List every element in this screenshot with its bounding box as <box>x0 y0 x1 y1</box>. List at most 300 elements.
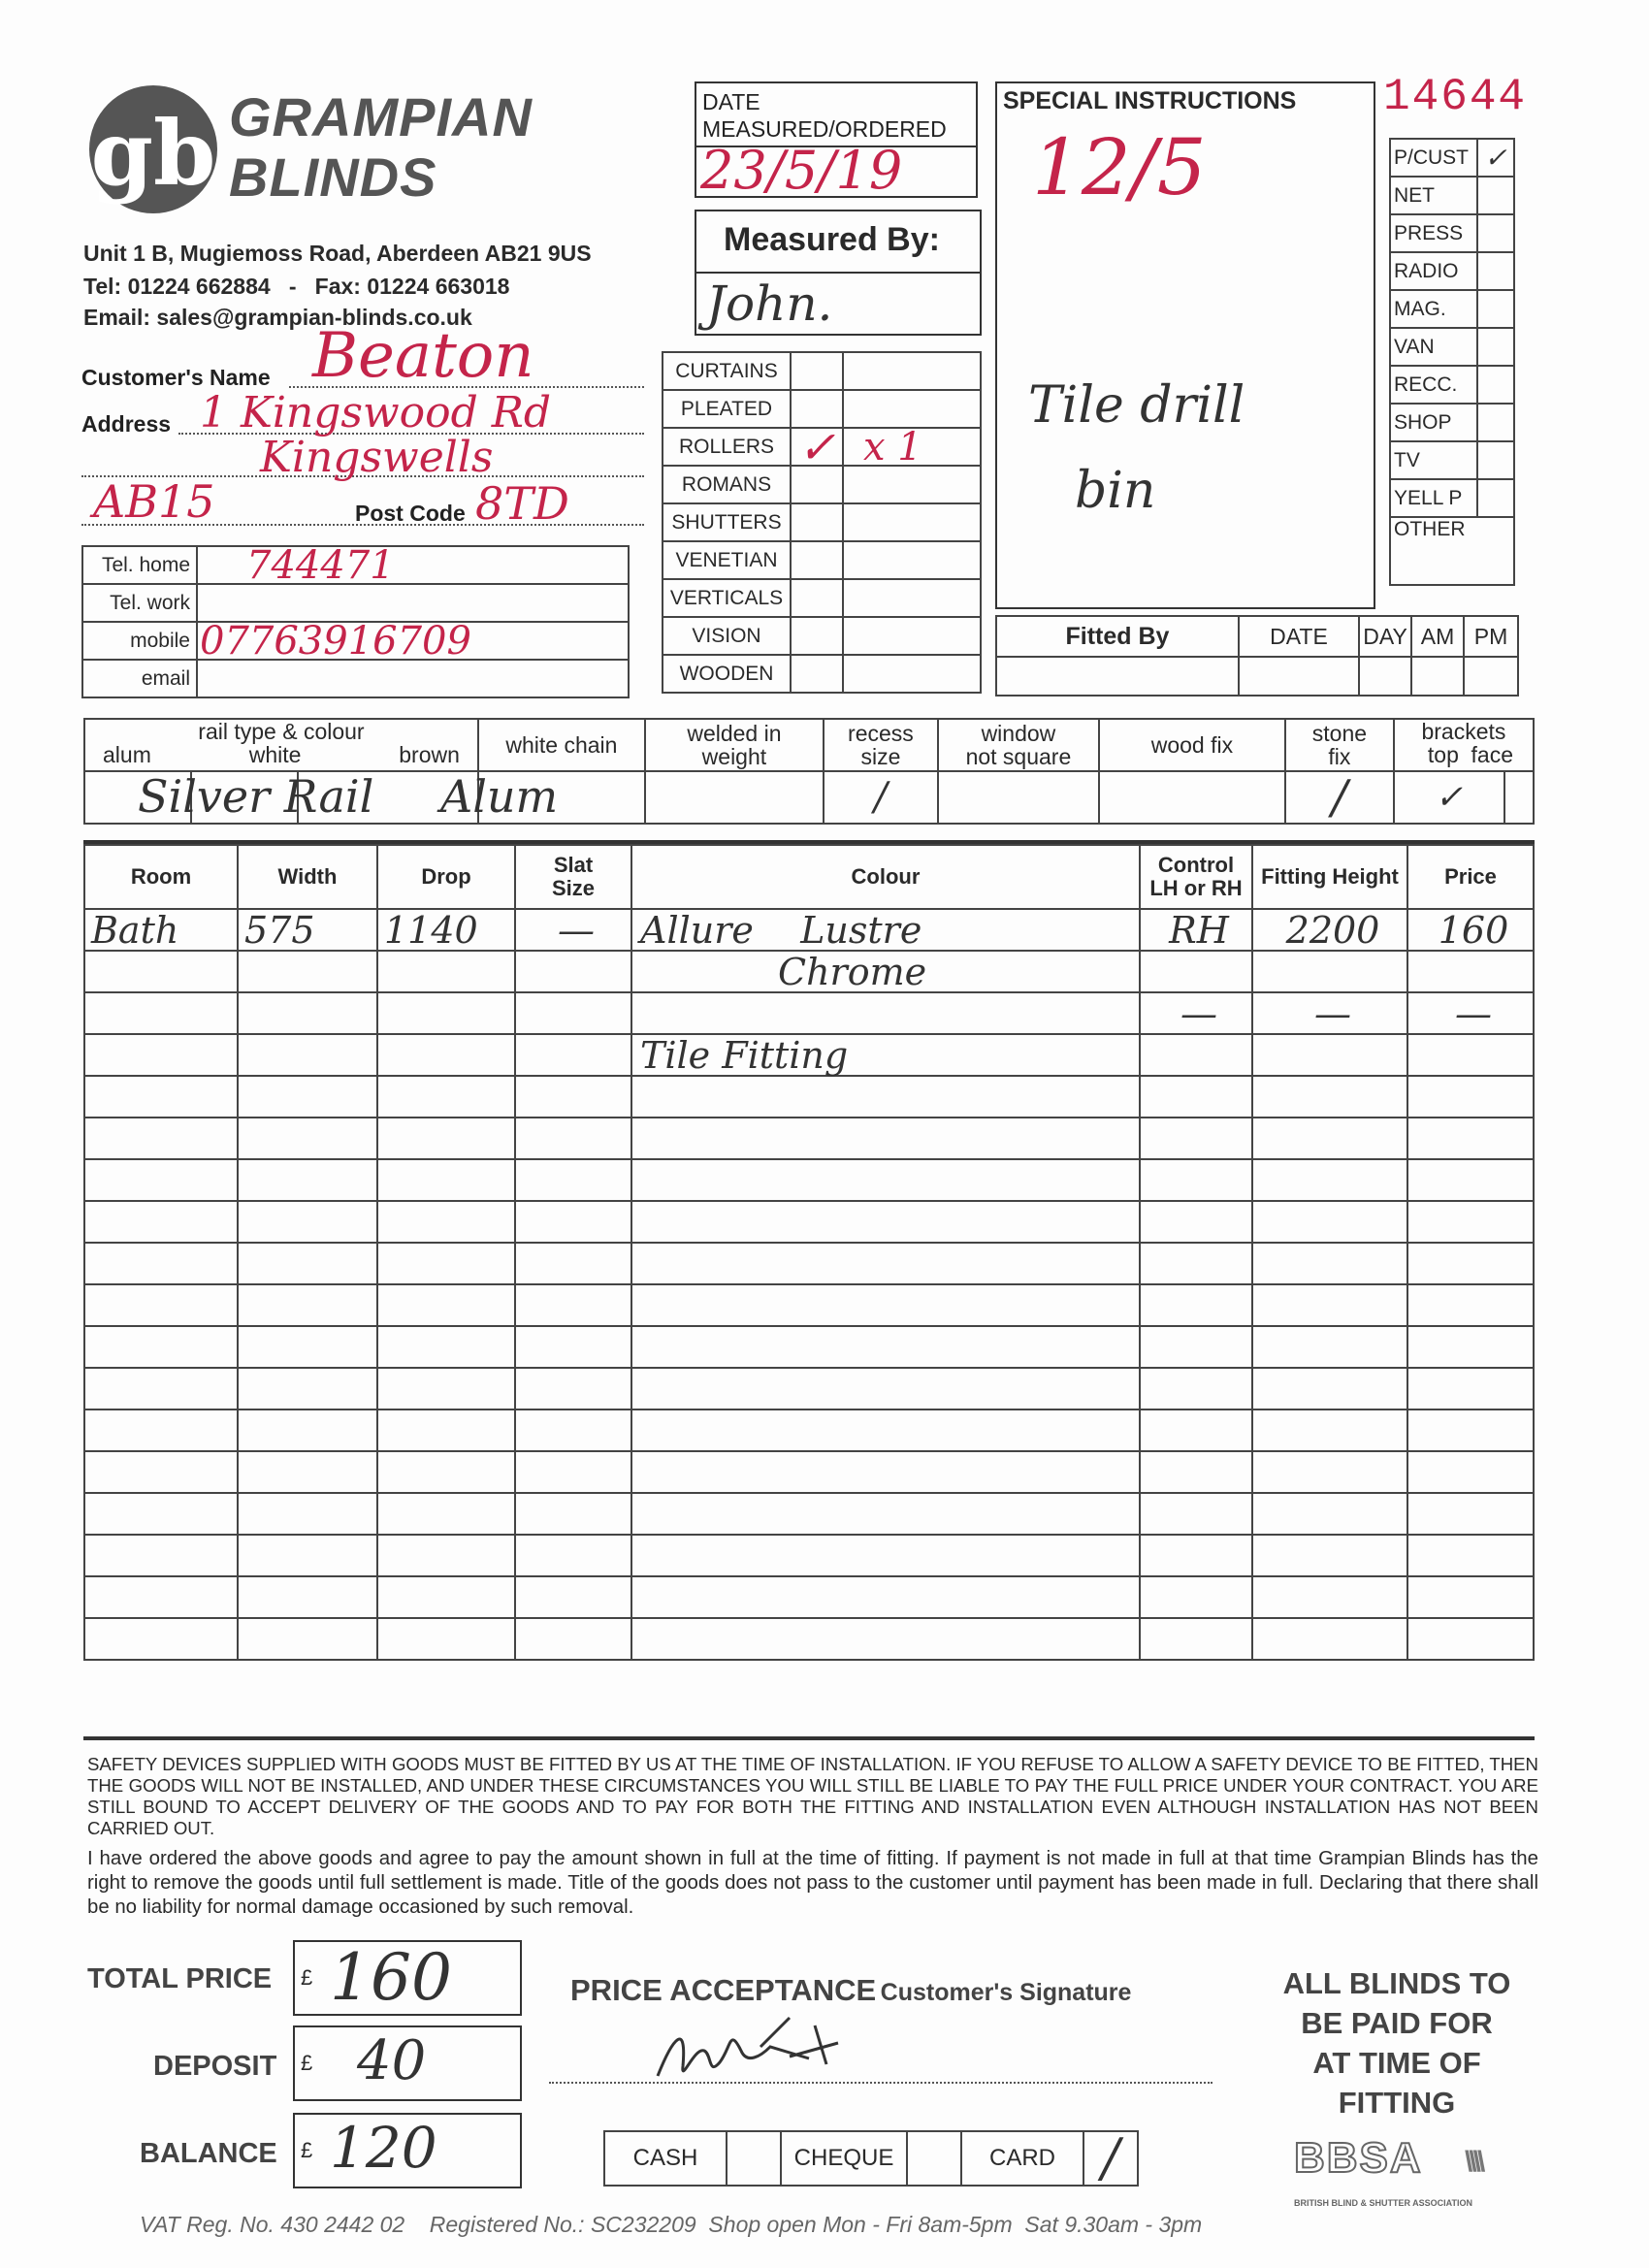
cell-price[interactable] <box>1407 1034 1534 1076</box>
cell-control[interactable] <box>1140 1451 1252 1493</box>
cell-price[interactable] <box>1407 1201 1534 1243</box>
cell-drop[interactable] <box>377 1076 515 1118</box>
cell-slat[interactable] <box>515 1243 631 1284</box>
source-mark[interactable] <box>1477 479 1514 517</box>
col-header-drop: Drop <box>377 845 515 909</box>
product-label: VERTICALS <box>663 579 791 617</box>
address-value-1[interactable]: 1 Kingswood Rd <box>200 388 552 437</box>
cell-width[interactable] <box>238 1034 377 1076</box>
product-label: VISION <box>663 617 791 655</box>
cell-height[interactable] <box>1252 1576 1407 1618</box>
cell-colour[interactable] <box>631 1326 1140 1368</box>
cell-drop[interactable] <box>377 1451 515 1493</box>
cell-height[interactable] <box>1252 1326 1407 1368</box>
source-label: P/CUST <box>1390 139 1477 177</box>
table-row <box>84 992 1534 1034</box>
order-table <box>83 844 1535 1661</box>
product-check[interactable] <box>791 503 843 541</box>
table-row <box>84 1326 1534 1368</box>
cell-width[interactable] <box>238 951 377 992</box>
product-qty[interactable]: x 1 <box>843 428 981 466</box>
product-label: VENETIAN <box>663 541 791 579</box>
fitted-date-value[interactable] <box>1239 657 1359 696</box>
cell-price[interactable] <box>1407 1535 1534 1576</box>
cell-width[interactable] <box>238 1368 377 1409</box>
source-mark[interactable] <box>1477 290 1514 328</box>
cell-height[interactable] <box>1252 1118 1407 1159</box>
cell-slat[interactable] <box>515 1535 631 1576</box>
cell-room[interactable] <box>84 1618 238 1660</box>
cell-slat[interactable] <box>515 1409 631 1451</box>
cell-colour[interactable]: Chrome <box>631 951 1140 992</box>
product-check[interactable]: ✓ <box>791 428 843 466</box>
cell-width[interactable] <box>238 1284 377 1326</box>
company-logo <box>83 80 533 215</box>
customer-name-value[interactable]: Beaton <box>312 320 534 392</box>
white-chain-header: white chain <box>478 719 645 771</box>
product-qty[interactable] <box>843 503 981 541</box>
cell-slat[interactable] <box>515 1118 631 1159</box>
cell-drop[interactable] <box>377 1159 515 1201</box>
cell-colour[interactable] <box>631 992 1140 1034</box>
cell-colour[interactable]: Tile Fitting <box>631 1034 1140 1076</box>
bbsa-logo-bars-icon: \\\\ <box>1465 2146 1482 2178</box>
cell-control[interactable] <box>1140 1576 1252 1618</box>
table-row <box>84 1576 1534 1618</box>
cell-price[interactable]: 160 <box>1407 909 1534 951</box>
cell-control[interactable] <box>1140 1368 1252 1409</box>
cell-control[interactable] <box>1140 1243 1252 1284</box>
cell-drop[interactable] <box>377 1034 515 1076</box>
special-instructions-label: SPECIAL INSTRUCTIONS <box>1003 87 1297 114</box>
cell-width[interactable] <box>238 1493 377 1535</box>
cell-slat[interactable] <box>515 1201 631 1243</box>
cell-colour[interactable] <box>631 1243 1140 1284</box>
table-row <box>84 1368 1534 1409</box>
order-table-bottom-rule <box>83 1736 1535 1740</box>
cell-drop[interactable] <box>377 1326 515 1368</box>
cell-price[interactable] <box>1407 1118 1534 1159</box>
fitted-am-value[interactable] <box>1411 657 1464 696</box>
cell-slat[interactable] <box>515 1451 631 1493</box>
cell-control[interactable]: — <box>1140 992 1252 1034</box>
cell-height[interactable] <box>1252 1409 1407 1451</box>
cell-width[interactable] <box>238 1326 377 1368</box>
source-label: RADIO <box>1390 252 1477 290</box>
cell-price[interactable] <box>1407 1284 1534 1326</box>
special-note-2[interactable]: bin <box>1075 462 1156 520</box>
safety-terms: SAFETY DEVICES SUPPLIED WITH GOODS MUST BE FITTED BY US AT THE TIME OF INSTALLATION. IF YOU REFUSE TO ALLOW A SAFETY DEVICE TO BE FITTED, THEN THE GOODS WILL NOT BE INSTALLED, AND UNDER THESE CIRCUMSTANCES YOU WILL STILL BE LIABLE TO PAY THE FULL PRICE UNDER YOUR CONTRACT. YOU ARE STILL BOUND TO ACCEPT DELIVERY OF THE GOODS AND TO PAY FOR BOTH THE FITTING AND INSTALLATION EVEN ALTHOUGH INSTALLATION HAS NOT BEEN CARRIED OUT. <box>87 1754 1538 1838</box>
product-table <box>662 351 982 694</box>
product-check[interactable] <box>791 541 843 579</box>
cell-height[interactable] <box>1252 1618 1407 1660</box>
col-header-control: Control LH or RH <box>1140 845 1252 909</box>
table-row <box>84 1451 1534 1493</box>
cell-colour[interactable] <box>631 1451 1140 1493</box>
cell-height[interactable] <box>1252 1368 1407 1409</box>
rail-type-header: rail type & colour alum white brown <box>84 719 478 771</box>
cell-room[interactable]: Bath <box>84 909 238 951</box>
cell-price[interactable] <box>1407 951 1534 992</box>
col-header-price: Price <box>1407 845 1534 909</box>
company-address: Unit 1 B, Mugiemoss Road, Aberdeen AB21 9US <box>83 241 592 266</box>
total-price-value[interactable]: 160 <box>330 1940 452 2015</box>
date-measured-box <box>695 81 978 201</box>
cell-slat[interactable] <box>515 1326 631 1368</box>
product-qty[interactable] <box>843 541 981 579</box>
stone-fix-value[interactable]: / <box>1285 771 1394 824</box>
recess-value[interactable]: / <box>824 771 938 824</box>
source-label: TV <box>1390 441 1477 479</box>
cell-slat[interactable] <box>515 1284 631 1326</box>
phone-table <box>81 542 630 698</box>
cell-width[interactable] <box>238 1076 377 1118</box>
product-label: CURTAINS <box>663 352 791 390</box>
phone-value-work[interactable] <box>197 584 629 622</box>
cell-height[interactable] <box>1252 1201 1407 1243</box>
payment-notice: ALL BLINDS TO BE PAID FOR AT TIME OF FITTING <box>1282 1966 1511 2120</box>
phone-value-mobile[interactable]: 07763916709 <box>197 622 629 660</box>
measured-by-value[interactable]: John. <box>706 275 833 332</box>
col-header-room: Room <box>84 845 238 909</box>
payment-method-table <box>603 2127 1139 2188</box>
rail-brown-label: brown <box>399 742 460 767</box>
product-qty[interactable] <box>843 655 981 693</box>
cell-drop[interactable] <box>377 1535 515 1576</box>
svg-text:gb: gb <box>90 101 216 206</box>
cell-price[interactable] <box>1407 1243 1534 1284</box>
payment-card-check[interactable]: / <box>1083 2131 1138 2186</box>
cell-width[interactable] <box>238 1451 377 1493</box>
cell-slat[interactable] <box>515 951 631 992</box>
cell-room[interactable] <box>84 992 238 1034</box>
cell-width[interactable] <box>238 1118 377 1159</box>
window-value[interactable] <box>938 771 1099 824</box>
cell-price[interactable] <box>1407 1618 1534 1660</box>
cell-colour[interactable] <box>631 1409 1140 1451</box>
cell-slat[interactable] <box>515 1618 631 1660</box>
cell-drop[interactable] <box>377 992 515 1034</box>
table-row <box>84 1284 1534 1326</box>
cell-width[interactable] <box>238 1201 377 1243</box>
cell-control[interactable] <box>1140 951 1252 992</box>
deposit-label: DEPOSIT <box>153 2051 277 2082</box>
cell-room[interactable] <box>84 1243 238 1284</box>
cell-room[interactable] <box>84 1284 238 1326</box>
brackets-face-value[interactable] <box>1504 771 1534 824</box>
phone-label-email: email <box>82 660 197 697</box>
cell-room[interactable] <box>84 1118 238 1159</box>
product-qty[interactable] <box>843 390 981 428</box>
payment-card-label: CARD <box>961 2131 1083 2186</box>
cell-price[interactable] <box>1407 1076 1534 1118</box>
welded-value[interactable] <box>645 771 824 824</box>
table-row <box>84 1159 1534 1201</box>
fitted-am-label: AM <box>1411 616 1464 657</box>
cell-colour[interactable] <box>631 1576 1140 1618</box>
fitted-pm-label: PM <box>1464 616 1518 657</box>
cell-slat[interactable] <box>515 1034 631 1076</box>
total-price-label: TOTAL PRICE <box>87 1963 273 1994</box>
cell-control[interactable] <box>1140 1076 1252 1118</box>
cell-height[interactable] <box>1252 1493 1407 1535</box>
cell-drop[interactable]: 1140 <box>377 909 515 951</box>
cell-control[interactable] <box>1140 1535 1252 1576</box>
cell-colour[interactable] <box>631 1368 1140 1409</box>
source-mark[interactable] <box>1477 177 1514 214</box>
cell-control[interactable] <box>1140 1034 1252 1076</box>
payment-cheque-check[interactable] <box>907 2131 961 2186</box>
fitted-day-value[interactable] <box>1359 657 1411 696</box>
rail-alum-handwritten[interactable]: Alum <box>440 770 559 823</box>
cell-height[interactable] <box>1252 951 1407 992</box>
product-check[interactable] <box>791 352 843 390</box>
product-qty[interactable] <box>843 617 981 655</box>
cell-price[interactable] <box>1407 1409 1534 1451</box>
date-value[interactable]: 23/5/19 <box>700 140 903 201</box>
cell-drop[interactable] <box>377 1201 515 1243</box>
source-mark[interactable] <box>1477 441 1514 479</box>
cell-control[interactable] <box>1140 1409 1252 1451</box>
deposit-box[interactable]: £ 40 <box>293 2025 522 2101</box>
cell-colour[interactable] <box>631 1618 1140 1660</box>
cell-control[interactable] <box>1140 1493 1252 1535</box>
cell-colour[interactable] <box>631 1535 1140 1576</box>
cell-drop[interactable] <box>377 1368 515 1409</box>
cell-drop[interactable] <box>377 1284 515 1326</box>
rail-alum-label: alum <box>103 742 151 767</box>
cell-width[interactable] <box>238 1618 377 1660</box>
cell-control[interactable] <box>1140 1201 1252 1243</box>
cell-room[interactable] <box>84 1326 238 1368</box>
cell-colour[interactable]: Allure Lustre <box>631 909 1140 951</box>
col-header-slat: Slat Size <box>515 845 631 909</box>
col-header-colour: Colour <box>631 845 1140 909</box>
rail-white-label: white <box>248 742 302 767</box>
deposit-value[interactable]: 40 <box>357 2029 427 2092</box>
special-instructions-box <box>995 81 1375 609</box>
phone-label-mobile: mobile <box>82 622 197 660</box>
cell-height[interactable] <box>1252 1034 1407 1076</box>
fitted-by-value[interactable] <box>996 657 1239 696</box>
brackets-top-label: top <box>1427 742 1459 767</box>
measured-by-box <box>695 210 982 336</box>
source-label: YELL P <box>1390 479 1477 517</box>
cell-colour[interactable] <box>631 1118 1140 1159</box>
cell-height[interactable] <box>1252 1159 1407 1201</box>
table-row <box>84 1409 1534 1451</box>
cell-room[interactable] <box>84 951 238 992</box>
measured-by-divider <box>696 272 980 274</box>
cell-room[interactable] <box>84 1368 238 1409</box>
special-date[interactable]: 12/5 <box>1032 122 1207 212</box>
product-qty[interactable] <box>843 466 981 503</box>
postcode-value[interactable]: 8TD <box>475 477 569 530</box>
customer-name-label: Customer's Name <box>81 365 271 390</box>
cell-price[interactable] <box>1407 1451 1534 1493</box>
source-mark[interactable] <box>1477 366 1514 404</box>
cell-room[interactable] <box>84 1576 238 1618</box>
source-label: NET <box>1390 177 1477 214</box>
cell-colour[interactable] <box>631 1284 1140 1326</box>
cell-slat[interactable] <box>515 1576 631 1618</box>
cell-colour[interactable] <box>631 1493 1140 1535</box>
cell-room[interactable] <box>84 1076 238 1118</box>
payment-cash-check[interactable] <box>727 2131 781 2186</box>
address-label: Address <box>81 411 172 437</box>
signature-line[interactable] <box>549 2082 1212 2084</box>
brackets-face-label: face <box>1471 742 1513 767</box>
cell-control[interactable] <box>1140 1159 1252 1201</box>
form-number: 14644 <box>1383 72 1528 122</box>
cell-drop[interactable] <box>377 1409 515 1451</box>
phone-value-home[interactable]: 744471 <box>197 546 629 584</box>
balance-label: BALANCE <box>140 2138 277 2169</box>
window-header: window not square <box>938 719 1099 771</box>
cell-colour[interactable] <box>631 1076 1140 1118</box>
footer-info: VAT Reg. No. 430 2442 02 Registered No.: SC232209 Shop open Mon - Fri 8am-5pm Sat 9.30am - 3pm <box>140 2212 1203 2237</box>
source-mark[interactable] <box>1477 214 1514 252</box>
source-mark[interactable]: ✓ <box>1477 139 1514 177</box>
col-header-fitting-height: Fitting Height <box>1252 845 1407 909</box>
cell-control[interactable] <box>1140 1284 1252 1326</box>
cell-width[interactable] <box>238 992 377 1034</box>
table-row <box>84 1201 1534 1243</box>
date-label-2: MEASURED/ORDERED <box>702 116 947 142</box>
cell-colour[interactable] <box>631 1159 1140 1201</box>
cell-width[interactable] <box>238 1409 377 1451</box>
cell-height[interactable] <box>1252 1535 1407 1576</box>
fitted-by-label: Fitted By <box>996 616 1239 657</box>
balance-value[interactable]: 120 <box>330 2115 437 2181</box>
cell-width[interactable]: 575 <box>238 909 377 951</box>
product-qty[interactable] <box>843 579 981 617</box>
product-label: SHUTTERS <box>663 503 791 541</box>
source-label: RECC. <box>1390 366 1477 404</box>
source-mark[interactable] <box>1477 404 1514 441</box>
recess-header: recess size <box>824 719 938 771</box>
cell-room[interactable] <box>84 1201 238 1243</box>
fitted-day-label: DAY <box>1359 616 1411 657</box>
cell-width[interactable] <box>238 1576 377 1618</box>
cell-slat[interactable] <box>515 992 631 1034</box>
cell-room[interactable] <box>84 1159 238 1201</box>
bbsa-logo: BBSA <box>1294 2134 1423 2182</box>
cell-colour[interactable] <box>631 1201 1140 1243</box>
fitted-date-label: DATE <box>1239 616 1359 657</box>
cell-control[interactable] <box>1140 1118 1252 1159</box>
cell-slat[interactable]: — <box>515 909 631 951</box>
fitted-pm-value[interactable] <box>1464 657 1518 696</box>
phone-value-email[interactable] <box>197 660 629 697</box>
cell-width[interactable] <box>238 1535 377 1576</box>
cell-height[interactable] <box>1252 1451 1407 1493</box>
table-row <box>84 1243 1534 1284</box>
cell-slat[interactable] <box>515 1368 631 1409</box>
wood-fix-value[interactable] <box>1099 771 1285 824</box>
cell-drop[interactable] <box>377 1243 515 1284</box>
cell-room[interactable] <box>84 1535 238 1576</box>
company-phone: Tel: 01224 662884 - Fax: 01224 663018 <box>83 274 510 299</box>
cell-price[interactable] <box>1407 1326 1534 1368</box>
welded-header: welded in weight <box>645 719 824 771</box>
cell-width[interactable] <box>238 1243 377 1284</box>
cell-price[interactable] <box>1407 1576 1534 1618</box>
cell-drop[interactable] <box>377 1576 515 1618</box>
logo-text-blinds: BLINDS <box>229 146 437 208</box>
balance-box[interactable]: £ 120 <box>293 2113 522 2188</box>
cell-control[interactable]: RH <box>1140 909 1252 951</box>
fitted-by-table <box>995 615 1519 697</box>
cell-room[interactable] <box>84 1034 238 1076</box>
wood-fix-header: wood fix <box>1099 719 1285 771</box>
cell-width[interactable] <box>238 1159 377 1201</box>
cell-drop[interactable] <box>377 951 515 992</box>
table-row <box>84 1493 1534 1535</box>
stone-fix-header: stone fix <box>1285 719 1394 771</box>
source-table <box>1389 138 1515 586</box>
special-note-1[interactable]: Tile drill <box>1028 376 1245 435</box>
cell-price[interactable] <box>1407 1493 1534 1535</box>
price-acceptance-heading: PRICE ACCEPTANCE Customer's Signature <box>570 1973 1132 2007</box>
rail-handwritten-value[interactable]: Silver Rail <box>138 770 374 823</box>
logo-circle-icon <box>83 80 229 215</box>
source-mark[interactable] <box>1477 252 1514 290</box>
cell-height[interactable]: — <box>1252 992 1407 1034</box>
cell-drop[interactable] <box>377 1493 515 1535</box>
cell-slat[interactable] <box>515 1493 631 1535</box>
product-qty[interactable] <box>843 352 981 390</box>
cell-height[interactable] <box>1252 1243 1407 1284</box>
cell-slat[interactable] <box>515 1159 631 1201</box>
total-price-box[interactable]: £ 160 <box>293 1940 522 2016</box>
source-label: MAG. <box>1390 290 1477 328</box>
source-mark[interactable] <box>1477 328 1514 366</box>
product-check[interactable] <box>791 617 843 655</box>
cell-room[interactable] <box>84 1493 238 1535</box>
source-label: PRESS <box>1390 214 1477 252</box>
product-check[interactable] <box>791 579 843 617</box>
address-value-3[interactable]: AB15 <box>93 475 215 528</box>
cell-control[interactable] <box>1140 1618 1252 1660</box>
product-check[interactable] <box>791 655 843 693</box>
col-header-width: Width <box>238 845 377 909</box>
brackets-top-value[interactable]: ✓ <box>1394 771 1504 824</box>
cell-room[interactable] <box>84 1451 238 1493</box>
cell-drop[interactable] <box>377 1618 515 1660</box>
cell-drop[interactable] <box>377 1118 515 1159</box>
cell-slat[interactable] <box>515 1076 631 1118</box>
cell-price[interactable]: — <box>1407 992 1534 1034</box>
cell-price[interactable] <box>1407 1368 1534 1409</box>
cell-height[interactable]: 2200 <box>1252 909 1407 951</box>
logo-text-grampian: GRAMPIAN <box>229 86 533 147</box>
cell-height[interactable] <box>1252 1076 1407 1118</box>
address-value-2[interactable]: Kingswells <box>260 433 494 482</box>
cell-control[interactable] <box>1140 1326 1252 1368</box>
company-email: Email: sales@grampian-blinds.co.uk <box>83 305 472 330</box>
cell-room[interactable] <box>84 1409 238 1451</box>
cell-height[interactable] <box>1252 1284 1407 1326</box>
source-label: VAN <box>1390 328 1477 366</box>
cell-price[interactable] <box>1407 1159 1534 1201</box>
product-label: ROLLERS <box>663 428 791 466</box>
payment-cash-label: CASH <box>604 2131 727 2186</box>
payment-cheque-label: CHEQUE <box>781 2131 907 2186</box>
product-label: PLEATED <box>663 390 791 428</box>
table-row <box>84 909 1534 951</box>
phone-label-home: Tel. home <box>82 546 197 584</box>
